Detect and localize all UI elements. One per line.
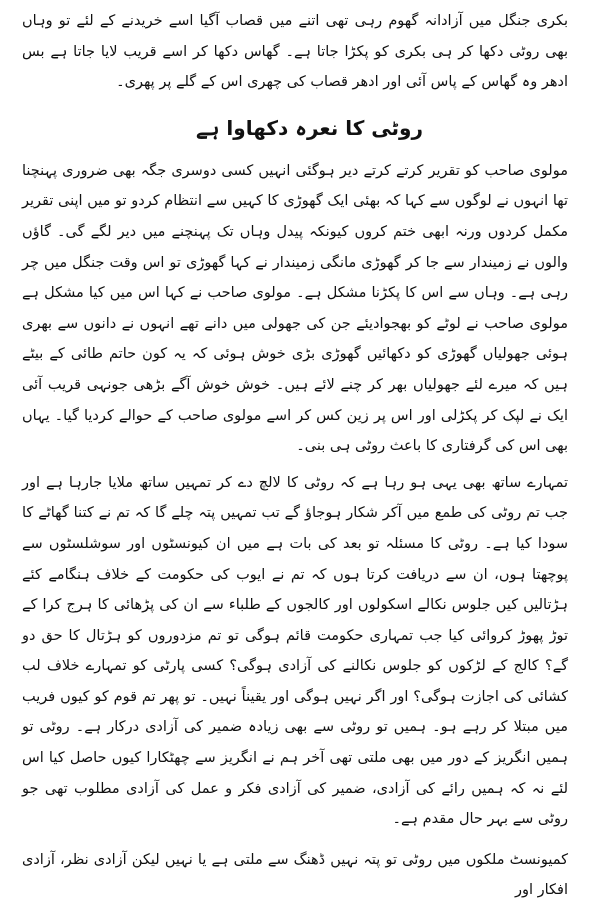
paragraph-argument: تمہارے ساتھ بھی یہی ہو رہا ہے کہ روٹی کا لالچ دے کر تمہیں ساتھ ملایا جارہا ہے اور جب تم روٹی کی طمع میں آکر شکار ہوجاؤ گے تب تمہیں پتہ چلے گا کہ تم نے کتنا گھاٹے کا سودا کیا ہے۔ روٹی کا مسئلہ تو بعد کی بات ہے میں ان کیونسٹوں اور سوشلسٹوں سے پوچھتا ہوں، ان سے دریافت کرتا ہوں کہ تم نے ایوب کی حکومت کے خلاف ہنگامے کئے ہڑتالیں کیں جلوس نکالے اسکولوں اور کالجوں کے طلباء سے ان کی پڑھائی کا ہرج کرا کے توڑ پھوڑ کروائی کیا جب تمہاری حکومت قائم ہوگی تو تم مزدوروں کو ہڑتال کا حق دو گے؟ کالج کے لڑکوں کو جلوس نکالنے کی آزادی ہوگی؟ کسی پارٹی کو تمہارے خلاف لب کشائی کی اجازت ہوگی؟ اور اگر نہیں ہوگی اور یقیناً نہیں۔ تو پھر تم قوم کو کیوں فریب میں مبتلا کر رہے ہو۔ ہمیں تو روٹی سے بھی زیادہ ضمیر کی آزادی درکار ہے۔ روٹی تو ہمیں انگریز کے دور میں بھی ملتی تھی آخر ہم نے انگریز سے چھٹکارا کیوں حاصل کیا اس لئے نہ کہ ہمیں رائے کی آزادی، ضمیر کی آزادی فکر و عمل کی آزادی مطلوب تھی جو روٹی سے بہر حال مقدم ہے۔ [22, 474, 568, 828]
section-heading: روٹی کا نعرہ دکھاوا ہے [196, 115, 423, 140]
paragraph-maulvi-story: مولوی صاحب کو تقریر کرتے کرتے دیر ہوگئی انہیں کسی دوسری جگہ بھی ضروری پہنچنا تھا انہوں نے لوگوں سے کہا کہ بھئی ایک گھوڑی کا کہیں سے انتظام کردو تو میں اپنی تقریر مکمل کردوں ورنہ ابھی ختم کروں کیونکہ پیدل وہاں تک پہنچنے میں دیر لگے گی۔ گاؤں والوں نے زمیندار سے جا کر گھوڑی مانگی زمیندار نے کہا گھوڑی تو اس وقت جنگل میں چر رہی ہے۔ وہاں سے اس کا پکڑنا مشکل ہے۔ مولوی صاحب نے کہا اس میں کیا مشکل ہے مولوی صاحب نے لوٹے کو بھجوادیئے جن کی جھولی میں دانے تھے انہوں نے دانوں سے بھری ہوئی جھولیاں گھوڑی کو دکھائیں گھوڑی بڑی خوش ہوئی کہ یہ کون حاتم طائی کے بیٹے ہیں کہ میرے لئے جھولیاں بھر کر چنے لائے ہیں۔ خوش خوش آگے بڑھی جونہی قریب آئی ایک نے لپک کر پکڑلی اور اس پر زین کس کر اسے مولوی صاحب کے حوالے کردیا گیا۔ یہاں بھی اس کی گرفتاری کا باعث روٹی ہی بنی۔ [22, 162, 568, 455]
paragraph-goat-story: بکری جنگل میں آزادانہ گھوم رہی تھی اتنے میں قصاب آگیا اسے خریدنے کے لئے تو وہاں بھی روٹی دکھا کر ہی بکری کو پکڑا جاتا ہے۔ گھاس دکھا کر اسے قریب لایا جاتا ہے بس ادھر وہ گھاس کے پاس آئی اور ادھر قصاب کی چھری اس کے گلے پر پھری۔ [22, 13, 568, 91]
paragraph-communist-countries: کمیونسٹ ملکوں میں روٹی تو پتہ نہیں ڈھنگ سے ملتی ہے یا نہیں لیکن آزادی نظر، آزادی افکار اور [22, 851, 568, 899]
